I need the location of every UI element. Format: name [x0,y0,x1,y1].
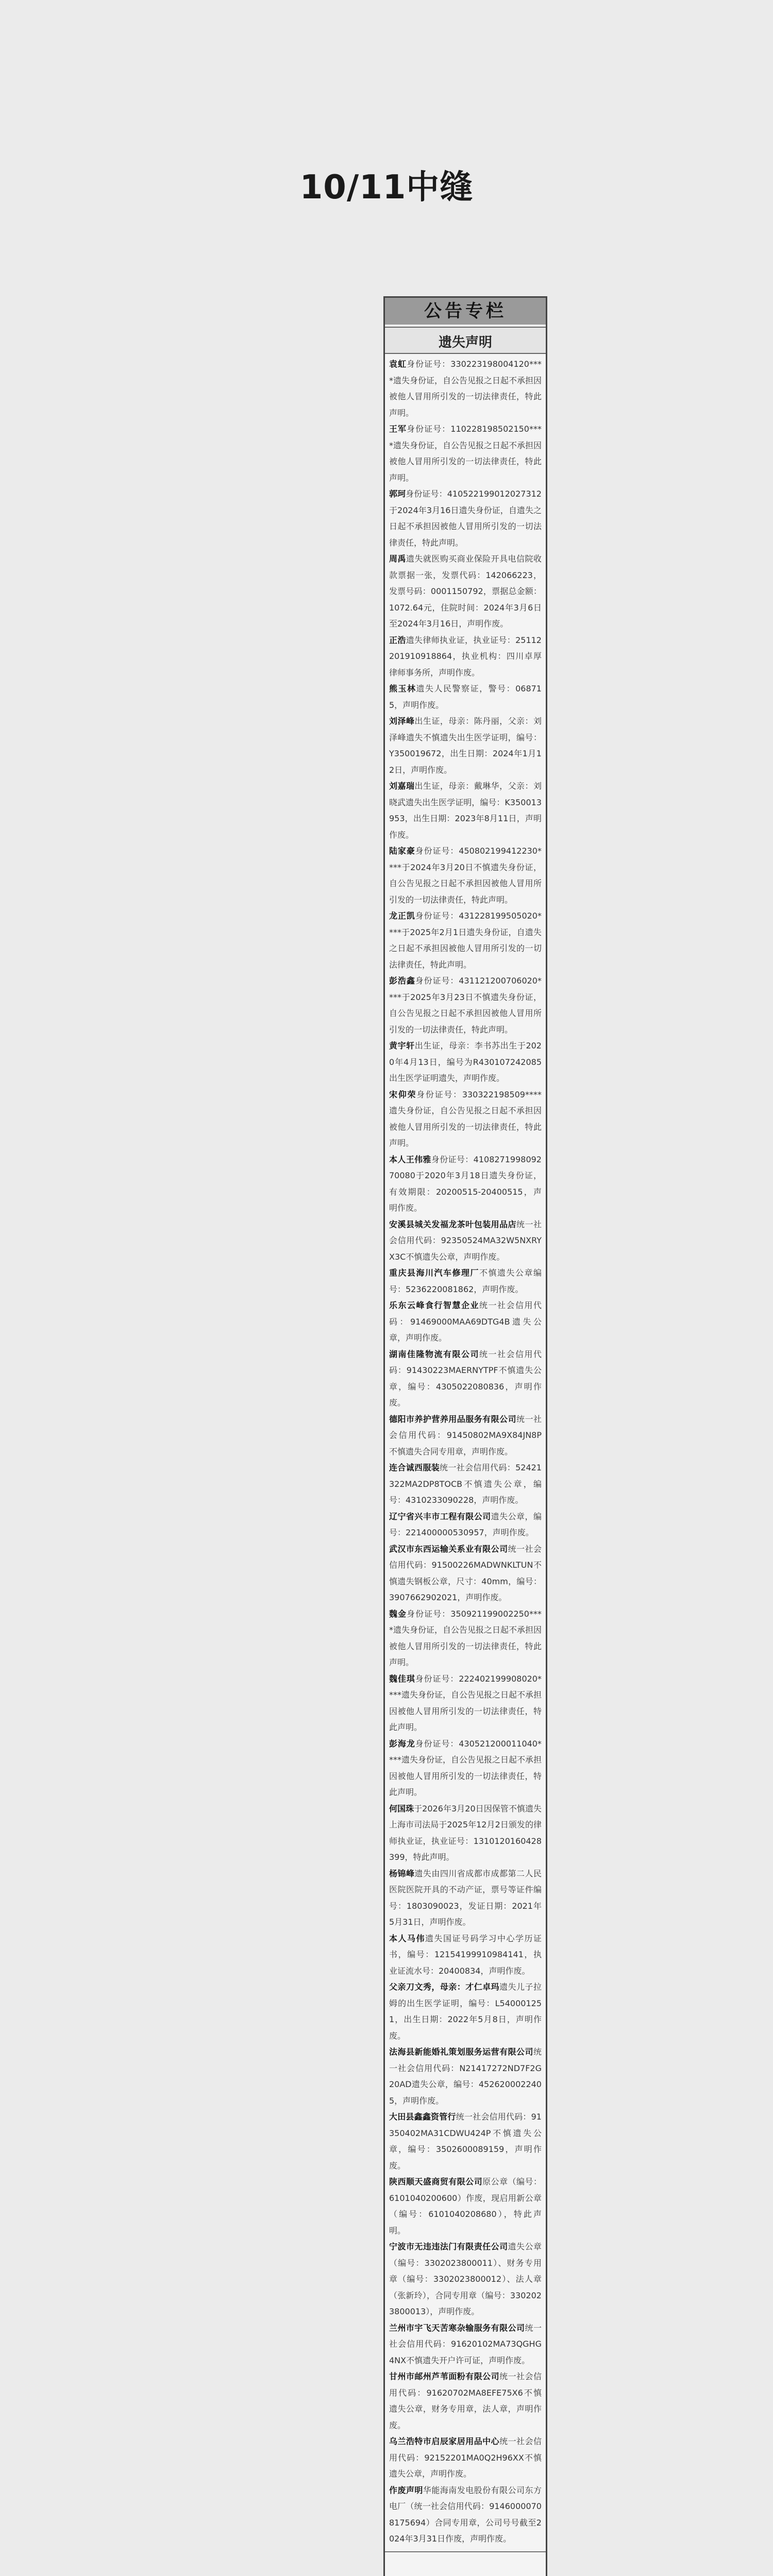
loss-notice [389,778,542,843]
loss-notice [389,908,542,973]
notice-text: 统一社会信用代码：91469000MAA69DTG4B遗失公章，声明作废。 [389,1300,542,1343]
notice-text: 统一社会信用代码：91500226MADWNKLTUN不慎遗失钢板公章，尺寸：40mm，编号：3907662902021，声明作废。 [389,1544,542,1602]
notice-text: 出生证，母亲：李书苏出生于2020年4月13日，编号为R430107242085出生医学证明遗失，声明作废。 [389,1041,542,1083]
announcement-column [383,296,547,2576]
loss-notice [389,1606,542,1671]
loss-section-title: 遗失声明 [385,327,546,354]
notice-text: 身份证号：330223198004120****遗失身份证，自公告见报之日起不承担因被他人冒用所引发的一切法律责任，特此声明。 [389,359,542,418]
notice-text: 统一社会信用代码：92152201MA0Q2H96XX不慎遗失公章，声明作废。 [389,2436,542,2479]
notice-text: 华能海南发电股份有限公司东方电厂（统一社会信用代码：91460000708175694）合同专用章，公司号号截至2024年3月31日作废，声明作废。 [389,2485,542,2544]
loss-notice [389,486,542,551]
notice-lead: 杨锦峰 [389,1868,415,1878]
loss-notice [389,1930,542,1979]
loss-notice [389,1509,542,1541]
notice-text: 不慎遗失公章编号：5236220081862，声明作废。 [389,1268,542,1294]
notice-text: 身份证号：222402199908020****遗失身份证，自公告见报之日起不承担因被他人冒用所引发的一切法律责任，特此声明。 [389,1673,542,1732]
loss-notice [389,1151,542,1216]
notice-lead: 黄宇轩 [389,1041,415,1050]
notice-lead: 刘嘉瑞 [389,781,415,791]
notice-lead: 辽宁省兴丰市工程有限公司 [389,1511,491,1521]
notice-lead: 法海县新能婚礼策划服务运营有限公司 [389,2047,533,2057]
notice-lead: 乐东云峰食行智慧企业 [389,1300,479,1310]
loss-notice [389,843,542,908]
loss-notice [389,1038,542,1087]
notice-lead: 刘泽峰 [389,716,415,726]
loss-notice [389,1460,542,1509]
notice-lead: 大田县鑫鑫资管行 [389,2112,456,2122]
notice-lead: 作废声明 [389,2485,423,2495]
loss-notice [389,1541,542,1606]
loss-notice [389,356,542,421]
notice-text: 遗失公章，编号：221400000530957，声明作废。 [389,1511,542,1537]
notice-text: 身份证号：431228199505020****于2025年2月1日遗失身份证，自遗失之日起不承担因被他人冒用所引发的一切法律责任，特此声明。 [389,911,542,970]
notice-lead: 武汉市东西运输关系业有限公司 [389,1544,508,1554]
notice-lead: 正浩 [389,635,406,645]
notice-text: 身份证号：450802199412230****于2024年3月20日不慎遗失身份证，自公告见报之日起不承担因被他人冒用所引发的一切法律责任，特此声明。 [389,846,542,905]
notice-text: 统一社会信用代码：N21417272ND7F2G20AD遗失公章，编号：4526200022405，声明作废。 [389,2047,542,2106]
notice-text: 身份证号：431121200706020****于2025年3月23日不慎遗失身份证，自公告见报之日起不承担因被他人冒用所引发的一切法律责任，特此声明。 [389,976,542,1035]
loss-notice [389,1801,542,1866]
notice-lead: 周禹 [389,554,406,564]
notice-text: 统一社会信用代码：91450802MA9X84JN8P不慎遗失合同专用章，声明作废。 [389,1414,542,1456]
notice-text: 遗失就医购买商业保险开具电信院收款票据一张，发票代码：142066223，发票号码：0001150792，票据总金额：1072.64元，住院时间：2024年3月6日至2024年3月16日，声明作废。 [389,554,542,629]
notice-lead: 彭海龙 [389,1738,415,1749]
column-header: 公告专栏 [385,298,546,325]
notice-text: 遗失公章（编号：3302023800011）、财务专用章（编号：3302023800012）、法人章（张新玲），合同专用章（编号：3302023800013），声明作废。 [389,2242,542,2316]
loss-notice [389,1736,542,1801]
statement-title [385,2556,546,2576]
loss-notice [389,1411,542,1460]
notice-lead: 甘州市邮州芦苇面粉有限公司 [389,2371,500,2381]
notice-text: 身份证号：350921199002250****遗失身份证，自公告见报之日起不承担因被他人冒用所引发的一切法律责任，特此声明。 [389,1608,542,1667]
loss-notice [389,2482,542,2547]
loss-notice [389,1671,542,1736]
notice-lead: 王军 [389,424,407,434]
notice-text: 遗失人民警察证，警号：068715，声明作废。 [389,684,542,710]
notice-lead: 何国珠 [389,1803,414,1814]
notice-lead: 本人王伟雅 [389,1154,431,1164]
notice-text: 于2026年3月20日因保管不慎遗失上海市司法局于2025年12月2日颁发的律师执业证，执业证号：1310120160428399，特此声明。 [389,1803,542,1862]
notice-text: 统一社会信用代码：91430223MAERNYTPF不慎遗失公章，编号：4305022080836，声明作废。 [389,1349,542,1408]
notice-text: 身份证号：330322198509****遗失身份证，自公告见报之日起不承担因被他人冒用所引发的一切法律责任，特此声明。 [389,1089,542,1148]
notice-text: 遗失儿子拉姆的出生医学证明，编号：L540001251，出生日期：2022年5月8日，声明作废。 [389,1982,542,2041]
notice-lead: 重庆县海川汽车修理厂 [389,1268,479,1278]
loss-notice [389,632,542,681]
loss-notice [389,1087,542,1151]
notice-text: 身份证号：110228198502150****遗失身份证，自公告见报之日起不承担因被他人冒用所引发的一切法律责任，特此声明。 [389,424,542,483]
notice-lead: 兰州市宇飞天苦寒杂输服务有限公司 [389,2323,525,2333]
notice-text: 身份证号：410522199012027312于2024年3月16日遗失身份证，自遗失之日起不承担因被他人冒用所引发的一切法律责任，特此声明。 [389,489,542,548]
loss-notice [389,2433,542,2482]
loss-notice [389,2174,542,2239]
notice-lead: 陆家豪 [389,846,415,856]
notice-text: 身份证号：410827199809270080于2020年3月18日遗失身份证，有效期限：20200515-20400515，声明作废。 [389,1154,542,1213]
notice-lead: 熊玉林 [389,684,416,693]
notice-lead: 湖南佳隆物流有限公司 [389,1349,479,1359]
loss-notice [389,1265,542,1297]
notice-text: 统一社会信用代码：92350524MA32W5NXRYX3C不慎遗失公章，声明作废。 [389,1219,542,1262]
notice-lead: 郭珂 [389,489,406,499]
notice-lead: 本人马伟 [389,1933,425,1943]
notice-text: 身份证号：430521200011040****遗失身份证，自公告见报之日起不承担因被他人冒用所引发的一切法律责任，特此声明。 [389,1738,542,1797]
notice-text: 统一社会信用代码：91350402MA31CDWU424P不慎遗失公章，编号：3502600089159，声明作废。 [389,2112,542,2171]
notice-lead: 连合诚西服装 [389,1463,440,1472]
loss-notice [389,681,542,713]
notice-lead: 德阳市养护营养用品服务有限公司 [389,1414,517,1424]
notice-lead: 魏佳琪 [389,1673,415,1684]
notice-lead: 父亲刀文秀，母亲：才仁卓玛 [389,1982,500,1992]
notice-lead: 陕西顺天盛商贸有限公司 [389,2177,483,2187]
notice-lead: 龙正凯 [389,911,415,921]
notice-text: 出生证，母亲：戴琳华，父亲：刘晓武遗失出生医学证明，编号：K350013953，出生日期：2023年8月11日，声明作废。 [389,781,542,840]
notice-lead: 袁虹 [389,359,407,369]
notice-text: 遗失律师执业证，执业证号：25112201910918864，执业机构：四川卓厚律师事务所，声明作废。 [389,635,542,677]
divider [385,2551,546,2552]
loss-notice [389,973,542,1038]
loss-notice [389,551,542,632]
loss-notice [389,713,542,778]
loss-notice-list [385,356,546,2547]
notice-text: 统一社会信用代码：52421322MA2DP8TOCB不慎遗失公章，编号：4310233090228，声明作废。 [389,1463,542,1505]
notice-lead: 宋仰荣 [389,1089,417,1099]
loss-notice [389,2044,542,2109]
loss-notice [389,1979,542,2044]
notice-lead: 魏金 [389,1608,407,1619]
notice-text: 原公章（编号：6101040200600）作废，现启用新公章（编号：6101040208680），特此声明。 [389,2177,542,2235]
page-title: 10/11中缝 [299,168,474,207]
notice-lead: 宁波市无违违法门有限责任公司 [389,2242,508,2251]
notice-text: 遗失国证号码学习中心学历证书，编号：12154199910984141，执业证流水号：20400834，声明作废。 [389,1933,542,1976]
notice-text: 出生证，母亲：陈丹丽，父亲：刘泽峰遗失不慎遗失出生医学证明，编号：Y350019672，出生日期：2024年1月12日，声明作废。 [389,716,542,775]
loss-notice [389,1216,542,1265]
notice-lead: 乌兰浩特市启辰家居用品中心 [389,2436,500,2446]
notice-lead: 彭浩鑫 [389,976,415,986]
loss-notice [389,1866,542,1930]
loss-notice [389,2109,542,2174]
notice-text: 统一社会信用代码：91620702MA8EFE75X6不慎遗失公章，财务专用章，法人章，声明作废。 [389,2371,542,2430]
loss-notice [389,2320,542,2369]
loss-notice [389,421,542,486]
loss-notice [389,2368,542,2433]
notice-text: 遗失由四川省成都市成都第二人民医院医院开具的不动产证，票号等证件编号：1803090023，发证日期：2021年5月31日，声明作废。 [389,1868,542,1927]
loss-notice [389,1346,542,1411]
notice-lead: 安溪县城关发福龙茶叶包装用品店 [389,1219,517,1229]
loss-notice [389,1297,542,1346]
notice-text: 统一社会信用代码：91620102MA73QGHG4NX不慎遗失开户许可证，声明作废。 [389,2323,542,2365]
loss-notice [389,2239,542,2320]
